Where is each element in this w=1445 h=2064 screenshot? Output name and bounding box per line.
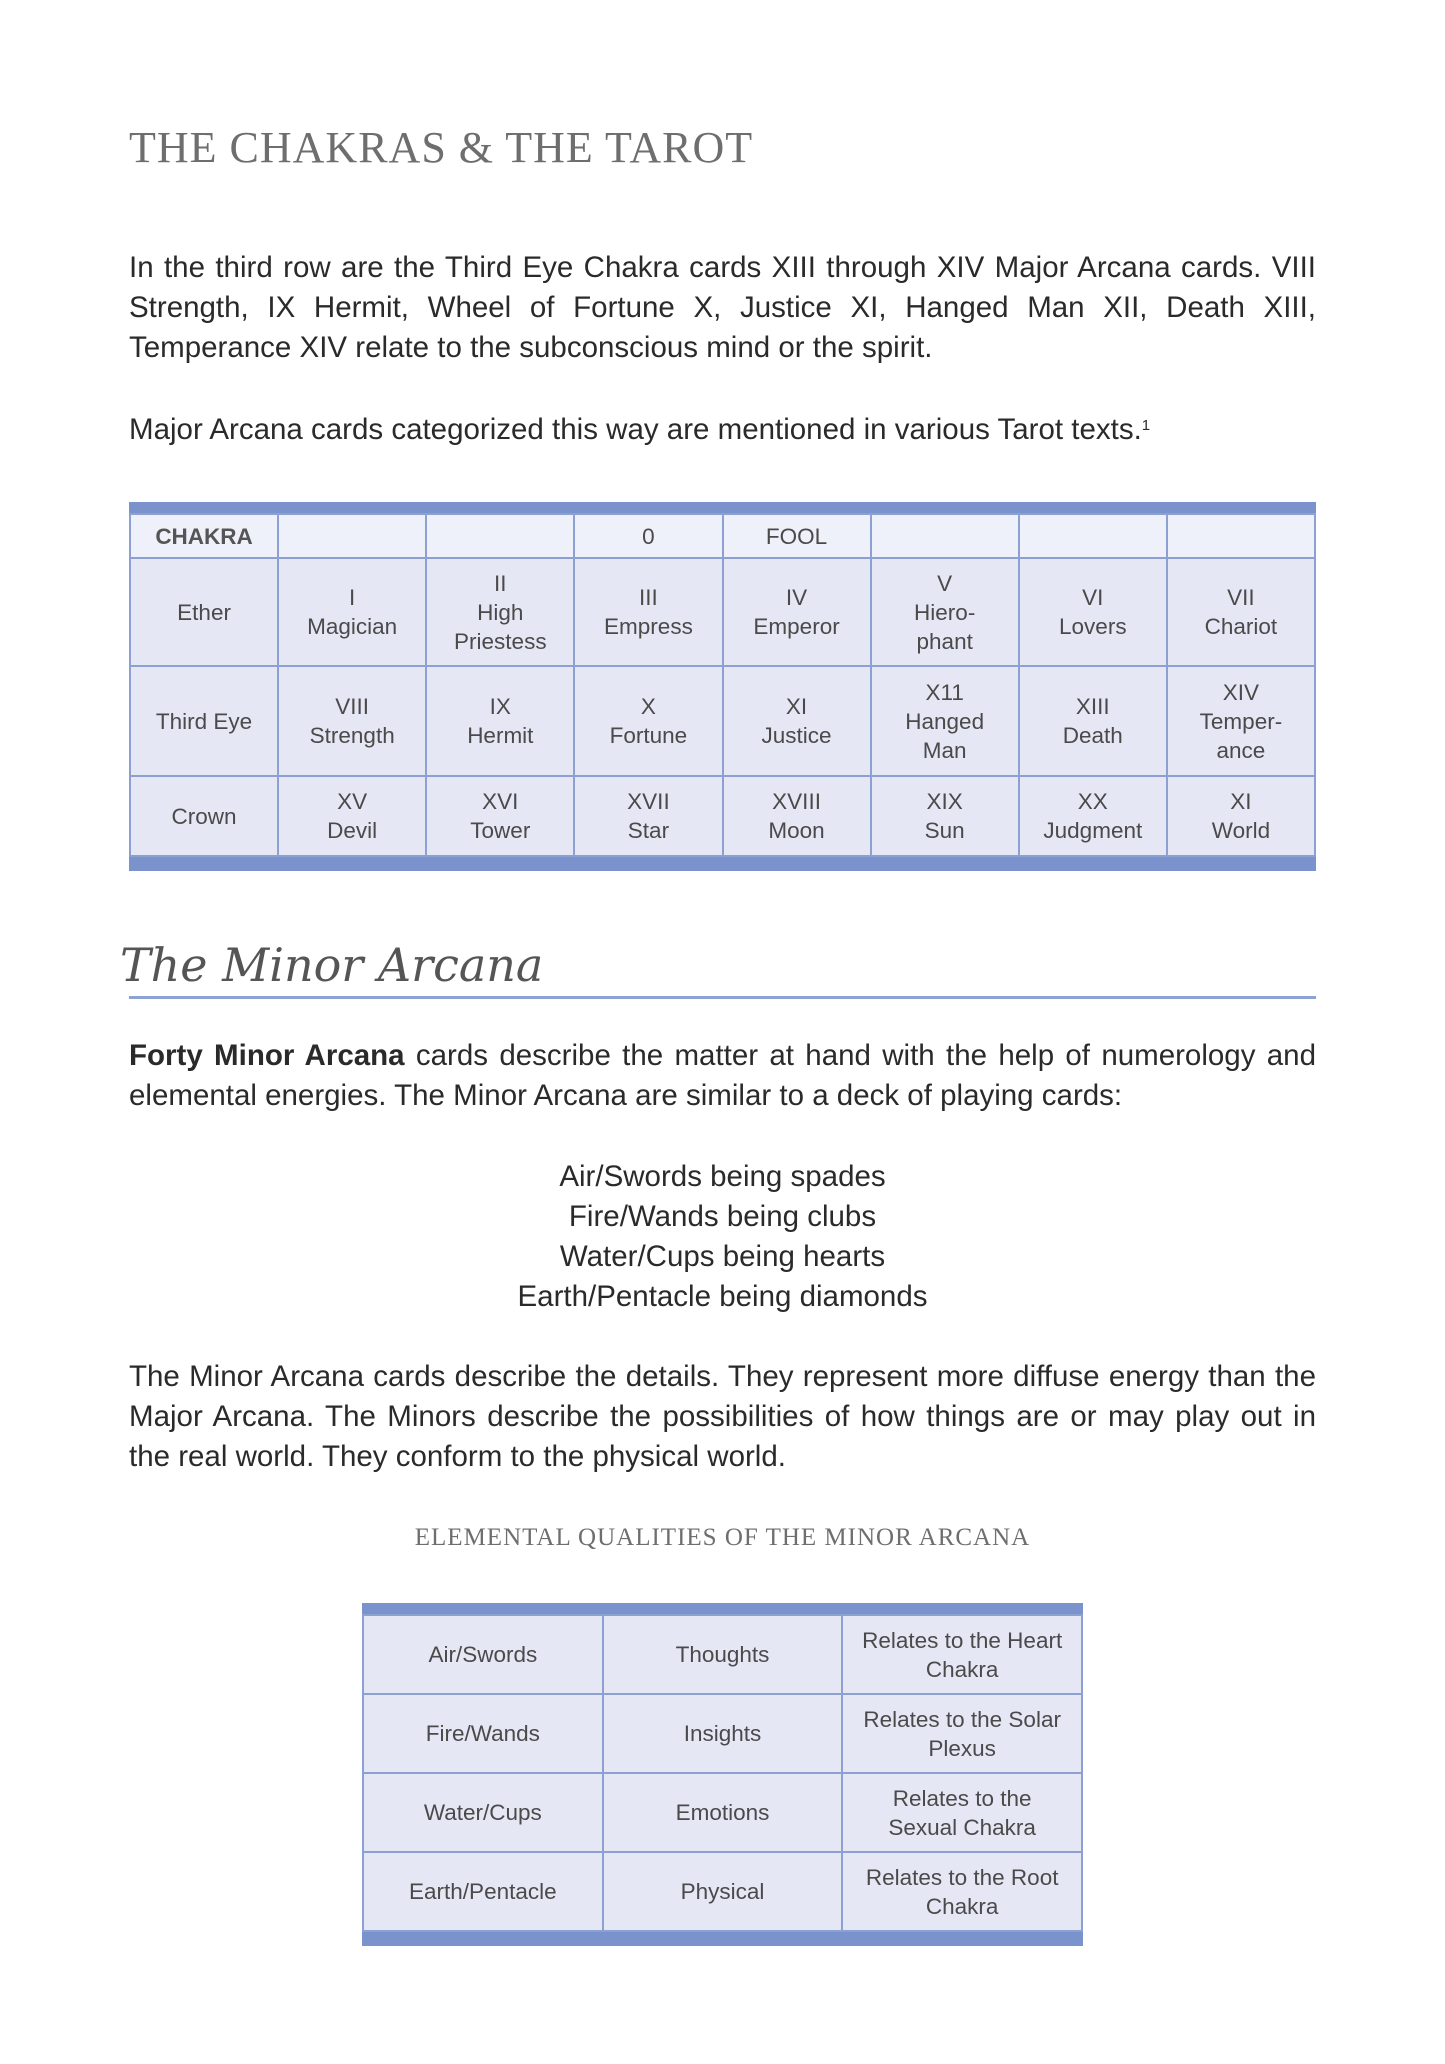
element-cell: Air/Swords <box>363 1615 603 1694</box>
card-cell <box>1167 666 1315 776</box>
card-numeral: XVII <box>627 789 670 814</box>
minor-arcana-intro-bold: Forty Minor Arcana <box>129 1039 405 1072</box>
card-numeral: XI <box>785 694 808 719</box>
table-row <box>363 1615 1082 1694</box>
card-numeral: IX <box>489 694 511 719</box>
card-name: Devil <box>327 818 378 843</box>
card-numeral: VI <box>1082 585 1104 610</box>
card-cell <box>574 558 722 666</box>
chakra-name-cell: Ether <box>130 558 278 666</box>
card-name: phant <box>916 628 973 654</box>
header-cell: 0 <box>574 514 722 558</box>
card-cell <box>1167 776 1315 856</box>
card-cell <box>871 666 1019 776</box>
intro-paragraph: In the third row are the Third Eye Chakra cards XIII through XIV Major Arcana cards. VIII Strength, IX Hermit, Wheel of Fortune X, Justice XI, Hanged Man XII, Death XIII, Temperance XIV relate to the subconscious mind or the spirit. <box>129 251 1316 364</box>
table-header-row <box>130 514 1315 558</box>
chakra-name-cell: Third Eye <box>130 666 278 776</box>
suit-list <box>129 1157 1316 1317</box>
card-numeral: XVI <box>482 789 519 814</box>
card-name: Tower <box>470 818 531 843</box>
table-row <box>130 776 1315 856</box>
card-numeral: VIII <box>335 694 370 719</box>
card-cell <box>1019 666 1167 776</box>
card-name: Fortune <box>609 723 688 748</box>
card-name: Moon <box>768 818 825 843</box>
suit-list-item: Water/Cups being hearts <box>559 1240 886 1273</box>
chakra-relation-cell: Relates to the Heart Chakra <box>842 1615 1082 1694</box>
table-row <box>130 558 1315 666</box>
element-cell: Water/Cups <box>363 1773 603 1852</box>
card-name: Hiero- <box>914 599 976 625</box>
elemental-qualities-table <box>362 1603 1083 1946</box>
minor-arcana-heading: The Minor Arcana <box>120 938 544 992</box>
minor-arcana-details: The Minor Arcana cards describe the details. They represent more diffuse energy than the Major Arcana. The Minors describe the possibilities of how things are or may play out in the real world. They conform to the physical world. <box>129 1360 1316 1473</box>
card-numeral: II <box>494 570 507 596</box>
quality-cell: Physical <box>603 1852 843 1931</box>
card-name: Justice <box>761 723 832 748</box>
card-name: Sun <box>924 818 965 843</box>
header-cell <box>1167 514 1315 558</box>
card-numeral: XX <box>1077 789 1108 814</box>
element-cell: Fire/Wands <box>363 1694 603 1773</box>
card-name: Chariot <box>1204 614 1278 639</box>
minor-arcana-intro-rest: cards describe the matter at hand with the help of numerology and elemental energies. The Minor Arcana are similar to a deck of playing cards: <box>129 1039 1316 1112</box>
card-name: Emperor <box>753 614 840 639</box>
header-cell: FOOL <box>723 514 871 558</box>
footnote-marker: 1 <box>1141 417 1151 434</box>
chakra-name-cell: Crown <box>130 776 278 856</box>
suit-list-item: Earth/Pentacle being diamonds <box>517 1280 928 1313</box>
table-row <box>363 1852 1082 1931</box>
header-cell <box>1019 514 1167 558</box>
card-cell <box>1019 776 1167 856</box>
card-numeral: IV <box>785 585 808 610</box>
card-numeral: X <box>640 694 656 719</box>
table-row <box>130 666 1315 776</box>
card-name: ance <box>1216 737 1266 763</box>
card-name: Judgment <box>1043 818 1143 843</box>
card-cell <box>871 776 1019 856</box>
card-numeral: I <box>349 585 356 610</box>
card-cell <box>426 666 574 776</box>
card-name: World <box>1211 818 1271 843</box>
card-name: Hermit <box>467 723 534 748</box>
card-numeral: III <box>639 585 658 610</box>
header-cell <box>278 514 426 558</box>
card-name: Strength <box>309 723 395 748</box>
quality-cell: Thoughts <box>603 1615 843 1694</box>
suit-list-item: Air/Swords being spades <box>559 1160 886 1193</box>
card-numeral: XIII <box>1075 694 1110 719</box>
card-name: Priestess <box>454 628 547 654</box>
card-cell <box>426 558 574 666</box>
card-cell <box>278 776 426 856</box>
card-cell <box>574 776 722 856</box>
card-cell <box>278 558 426 666</box>
card-numeral: XV <box>337 789 368 814</box>
mention-paragraph <box>129 410 1316 450</box>
chakra-relation-cell: Relates to the Solar Plexus <box>842 1694 1082 1773</box>
card-numeral: X11 <box>925 679 964 705</box>
card-cell <box>723 558 871 666</box>
card-name: Death <box>1062 723 1123 748</box>
card-name: Hanged <box>905 708 985 734</box>
card-name: Star <box>627 818 670 843</box>
card-cell <box>574 666 722 776</box>
card-numeral: V <box>937 570 953 596</box>
card-cell <box>723 776 871 856</box>
chakra-relation-cell: Relates to the Root Chakra <box>842 1852 1082 1931</box>
card-numeral: XIX <box>926 789 963 814</box>
card-cell <box>426 776 574 856</box>
heading-divider <box>129 996 1316 999</box>
card-name: High <box>477 599 524 625</box>
card-name: Man <box>922 737 967 763</box>
card-numeral: XVIII <box>772 789 821 814</box>
card-numeral: VII <box>1227 585 1255 610</box>
table-row <box>363 1773 1082 1852</box>
card-name: Magician <box>307 614 398 639</box>
card-numeral: XIV <box>1222 679 1260 705</box>
header-cell-chakra: CHAKRA <box>130 514 278 558</box>
mention-text: Major Arcana cards categorized this way are mentioned in various Tarot texts. <box>129 413 1142 446</box>
card-cell <box>871 558 1019 666</box>
quality-cell: Insights <box>603 1694 843 1773</box>
card-cell <box>723 666 871 776</box>
card-cell <box>278 666 426 776</box>
table-row <box>363 1694 1082 1773</box>
minor-arcana-intro <box>129 1036 1316 1116</box>
card-cell <box>1019 558 1167 666</box>
page-title: THE CHAKRAS & THE TAROT <box>129 123 754 172</box>
quality-cell: Emotions <box>603 1773 843 1852</box>
card-name: Empress <box>604 614 693 639</box>
header-cell <box>426 514 574 558</box>
elemental-table-title: ELEMENTAL QUALITIES OF THE MINOR ARCANA <box>414 1524 1031 1551</box>
chakra-relation-cell: Relates to the Sexual Chakra <box>842 1773 1082 1852</box>
card-numeral: XI <box>1230 789 1252 814</box>
card-name: Temper- <box>1199 708 1283 734</box>
header-cell <box>871 514 1019 558</box>
element-cell: Earth/Pentacle <box>363 1852 603 1931</box>
card-name: Lovers <box>1059 614 1127 639</box>
suit-list-item: Fire/Wands being clubs <box>568 1200 877 1233</box>
chakra-tarot-table <box>129 502 1316 871</box>
card-cell <box>1167 558 1315 666</box>
